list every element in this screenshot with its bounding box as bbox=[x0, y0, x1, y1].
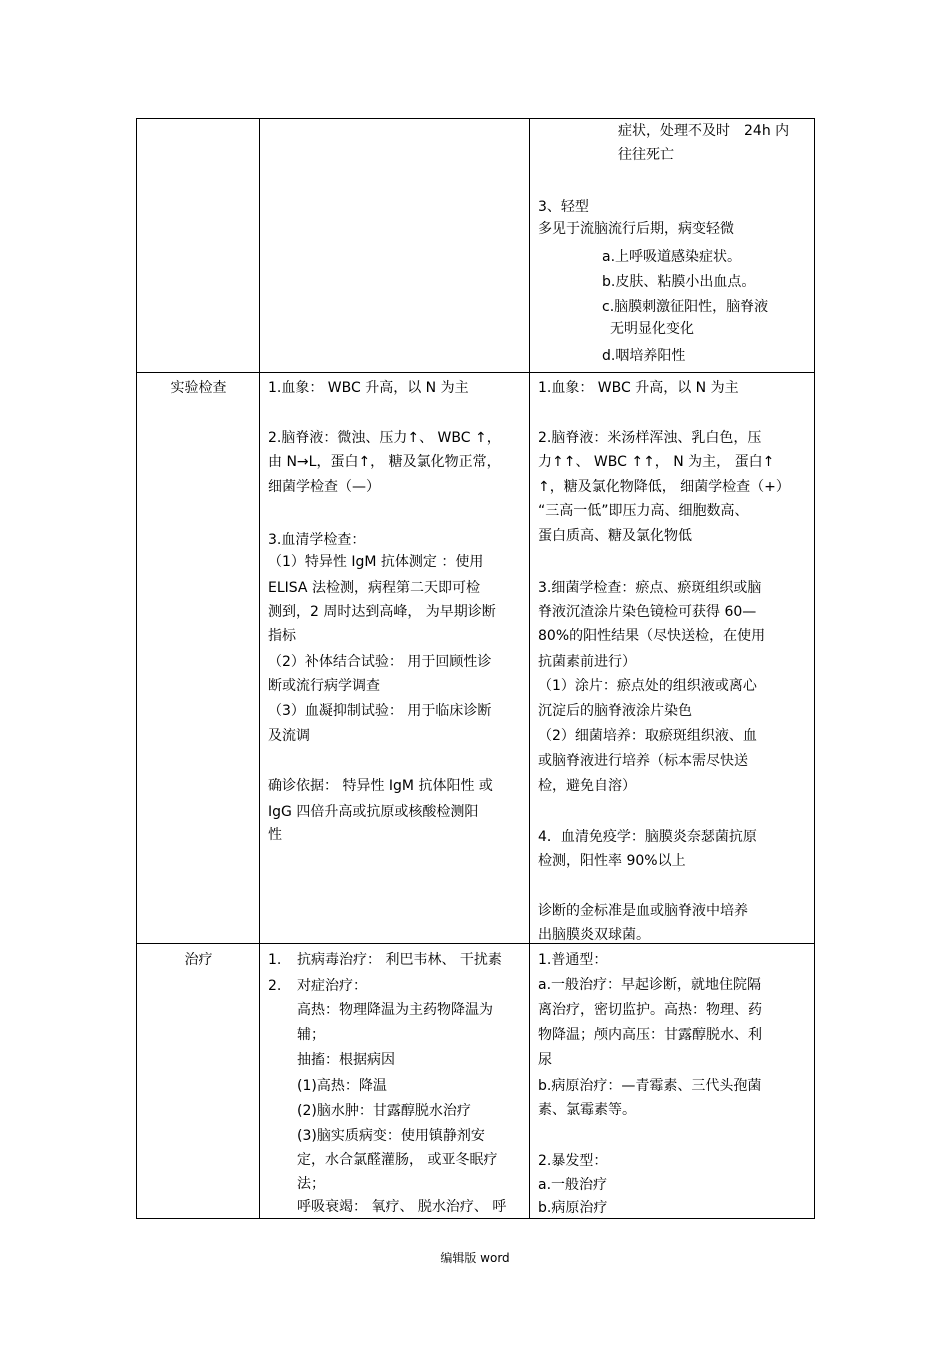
list-number: 2. bbox=[268, 978, 282, 994]
text-line: d.咽培养阳性 bbox=[602, 348, 686, 364]
text-line: 抗菌素前进行） bbox=[538, 654, 636, 670]
text-line: 高热：物理降温为主药物降温为 bbox=[297, 1002, 493, 1018]
row-label-empty bbox=[137, 119, 260, 373]
text-line: a.一般治疗 bbox=[538, 1177, 608, 1193]
text-line: b.病原治疗 bbox=[538, 1200, 608, 1216]
col3-cell bbox=[530, 119, 815, 373]
text-line: 检，避免自溶） bbox=[538, 778, 636, 794]
text-line: a.一般治疗：早起诊断，就地住院隔 bbox=[538, 977, 762, 993]
row-label: 实验检查 bbox=[170, 380, 227, 396]
text-line: 3、轻型 bbox=[538, 199, 589, 215]
text-line: 法； bbox=[297, 1176, 325, 1192]
text-line: 素、氯霉素等。 bbox=[538, 1102, 636, 1118]
col3-cell bbox=[530, 373, 815, 944]
row-label-cell bbox=[137, 944, 260, 1219]
text-line: 蛋白质高、糖及氯化物低 bbox=[538, 528, 692, 544]
text-line: （1）涂片：瘀点处的组织液或离心 bbox=[538, 678, 757, 694]
text-line: 尿 bbox=[538, 1052, 552, 1068]
text-line: a.上呼吸道感染症状。 bbox=[602, 249, 742, 265]
text-line: ELISA 法检测，病程第二天即可检 bbox=[268, 580, 480, 596]
text-line: 定，水合氯醛灌肠， 或亚冬眠疗 bbox=[297, 1152, 498, 1168]
text-line: 对症治疗： bbox=[297, 978, 367, 994]
table-row bbox=[137, 373, 815, 944]
text-line: 脊液沉渣涂片染色镜检可获得 60— bbox=[538, 604, 757, 620]
text-line: 1.血象： WBC 升高，以 N 为主 bbox=[538, 380, 739, 396]
text-line: 离治疗，密切监护。高热：物理、药 bbox=[538, 1002, 762, 1018]
text-line: (2)脑水肿：甘露醇脱水治疗 bbox=[297, 1103, 471, 1119]
text-line: 1.普通型： bbox=[538, 952, 608, 968]
text-line: 抽搐：根据病因 bbox=[297, 1052, 395, 1068]
text-line: （1）特异性 IgM 抗体测定 ：使用 bbox=[268, 554, 484, 570]
text-line: 1.血象： WBC 升高，以 N 为主 bbox=[268, 380, 469, 396]
row-label-cell bbox=[137, 373, 260, 944]
text-line: 性 bbox=[268, 827, 282, 843]
text-line: 断或流行病学调查 bbox=[268, 678, 380, 694]
text-line: 2.脑脊液：米汤样浑浊、乳白色，压 bbox=[538, 430, 762, 446]
text-line: 2.暴发型： bbox=[538, 1153, 608, 1169]
text-line: 诊断的金标准是血或脑脊液中培养 bbox=[538, 903, 748, 919]
text-line: 80%的阳性结果（尽快送检，在使用 bbox=[538, 628, 766, 644]
text-line: 抗病毒治疗： 利巴韦林、 干扰素 bbox=[297, 952, 502, 968]
table-row bbox=[137, 944, 815, 1219]
text-line: (3)脑实质病变：使用镇静剂安 bbox=[297, 1128, 485, 1144]
text-line: IgG 四倍升高或抗原或核酸检测阳 bbox=[268, 804, 479, 820]
row-label: 治疗 bbox=[184, 952, 213, 968]
text-line: 测到，2 周时达到高峰， 为早期诊断 bbox=[268, 604, 496, 620]
col2-cell bbox=[260, 944, 530, 1219]
text-line: b.皮肤、粘膜小出血点。 bbox=[602, 274, 756, 290]
text-line: 细菌学检查（—） bbox=[268, 479, 380, 495]
text-line: (1)高热：降温 bbox=[297, 1078, 387, 1094]
text-line: 症状，处理不及时 24h 内 bbox=[618, 123, 790, 139]
text-line: 辅； bbox=[297, 1027, 325, 1043]
text-line: c.脑膜刺激征阳性，脑脊液 bbox=[602, 299, 769, 315]
list-number: 1. bbox=[268, 952, 282, 968]
text-line: 2.脑脊液：微浊、压力↑、 WBC ↑， bbox=[268, 430, 501, 446]
text-line: ↑，糖及氯化物降低， 细菌学检查（+） bbox=[538, 479, 790, 495]
text-line: “三高一低”即压力高、细胞数高、 bbox=[538, 503, 749, 519]
text-line: 呼吸衰竭： 氧疗、 脱水治疗、 呼 bbox=[297, 1199, 507, 1215]
col2-cell bbox=[260, 373, 530, 944]
text-line: 检测，阳性率 90%以上 bbox=[538, 853, 686, 869]
text-line: 3.血清学检查： bbox=[268, 532, 366, 548]
text-line: 力↑↑、 WBC ↑↑， N 为主， 蛋白↑ bbox=[538, 454, 775, 470]
text-line: （2）细菌培养：取瘀斑组织液、血 bbox=[538, 728, 757, 744]
text-line: 由 N→L，蛋白↑， 糖及氯化物正常， bbox=[268, 454, 501, 470]
text-line: 及流调 bbox=[268, 728, 310, 744]
text-line: 沉淀后的脑脊液涂片染色 bbox=[538, 703, 692, 719]
text-line: 出脑膜炎双球菌。 bbox=[538, 927, 650, 943]
text-line: 无明显化变化 bbox=[610, 321, 694, 337]
text-line: 指标 bbox=[268, 628, 296, 644]
col3-cell bbox=[530, 944, 815, 1219]
col2-empty bbox=[260, 119, 530, 373]
text-line: 3.细菌学检查：瘀点、瘀斑组织或脑 bbox=[538, 580, 762, 596]
text-line: 或脑脊液进行培养（标本需尽快送 bbox=[538, 753, 748, 769]
text-line: b.病原治疗：—青霉素、三代头孢菌 bbox=[538, 1078, 762, 1094]
text-line: （3）血凝抑制试验： 用于临床诊断 bbox=[268, 703, 492, 719]
text-line: 多见于流脑流行后期，病变轻微 bbox=[538, 221, 734, 237]
text-line: 往往死亡 bbox=[618, 147, 674, 163]
content-table bbox=[136, 118, 815, 1219]
text-line: 物降温；颅内高压：甘露醇脱水、利 bbox=[538, 1027, 762, 1043]
text-line: 确诊依据： 特异性 IgM 抗体阳性 或 bbox=[268, 778, 493, 794]
page-footer: 编辑版 word bbox=[440, 1251, 510, 1265]
table-row bbox=[137, 119, 815, 373]
text-line: （2）补体结合试验： 用于回顾性诊 bbox=[268, 654, 492, 670]
text-line: 4．血清免疫学：脑膜炎奈瑟菌抗原 bbox=[538, 829, 757, 845]
